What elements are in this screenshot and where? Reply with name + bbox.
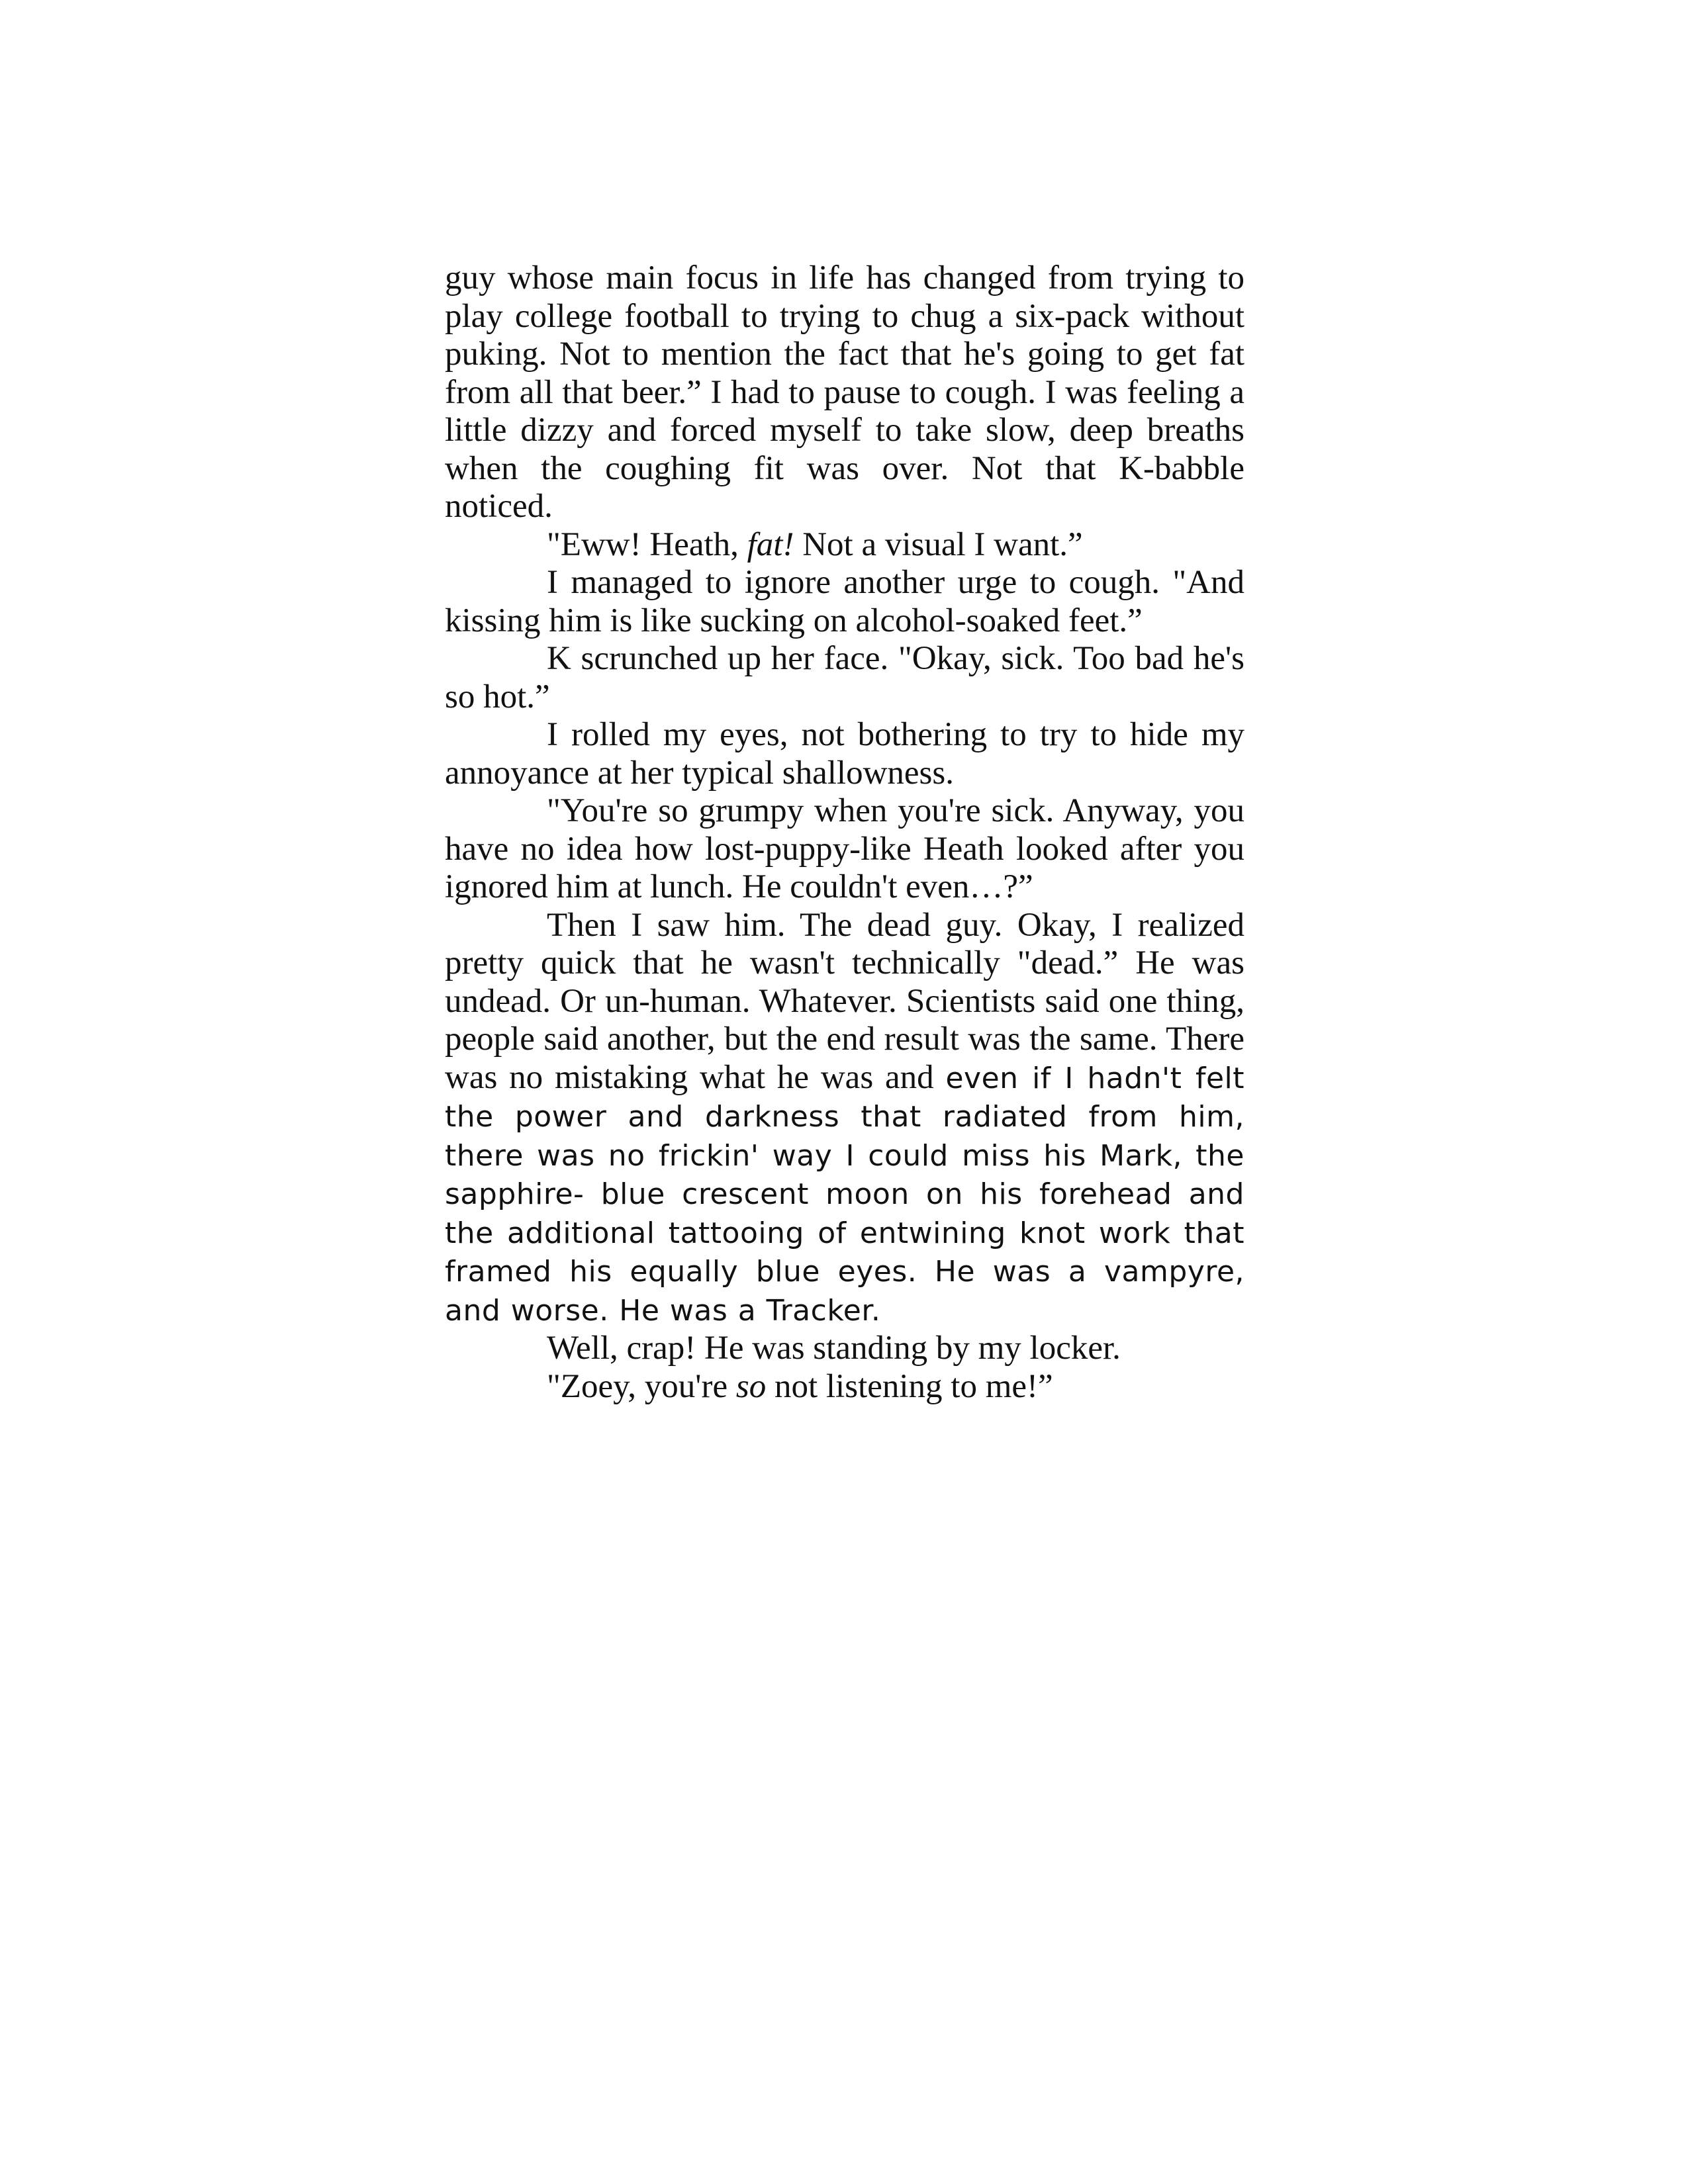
paragraph-7-serif-text: Then I saw him. The dead guy. Okay, I realized pretty quick that he wasn't technically "dead.” He was undead. Or un-human. Whatever. Scientists said one thing, people said another, but the end result was the same. There was no mistaking what he was and [445, 906, 1244, 1096]
paragraph-5: I rolled my eyes, not bothering to try to hide my annoyance at her typical shallowness. [445, 716, 1244, 792]
paragraph-2-text-b: Not a visual I want.” [794, 525, 1083, 563]
paragraph-7-sans-text: even if I hadn't felt the power and darkness that radiated from him, there was no frickin' way I could miss his Mark, the sapphire- blue crescent moon on his forehead and the additional tattooing of entwining knot work that framed his equally blue eyes. He was a vampyre, and worse. He was a Tracker. [445, 1061, 1244, 1328]
paragraph-4: K scrunched up her face. "Okay, sick. Too bad he's so hot.” [445, 640, 1244, 715]
paragraph-9-text-a: "Zoey, you're [547, 1367, 736, 1405]
paragraph-9-emphasis: so [735, 1367, 767, 1405]
paragraph-9-text-b: not listening to me!” [766, 1367, 1053, 1405]
paragraph-8: Well, crap! He was standing by my locker. [547, 1330, 1121, 1367]
paragraph-2-text-a: "Eww! Heath, [547, 525, 747, 563]
paragraph-7 [445, 907, 1244, 1330]
paragraph-3: I managed to ignore another urge to cough. "And kissing him is like sucking on alcohol-soaked feet.” [445, 564, 1244, 639]
body-text [445, 259, 1244, 1406]
paragraph-6: "You're so grumpy when you're sick. Anyway, you have no idea how lost-puppy-like Heath looked after you ignored him at lunch. He couldn't even…?” [445, 792, 1244, 905]
paragraph-9 [445, 1368, 1244, 1406]
paragraph-2 [445, 526, 1244, 565]
paragraph-1: guy whose main focus in life has changed from trying to play college football to trying to chug a six-pack without puking. Not to mention the fact that he's going to get fat from all that beer.” I had to pause to cough. I was feeling a little dizzy and forced myself to take slow, deep breaths when the coughing fit was over. Not that K-babble noticed. [445, 259, 1244, 525]
paragraph-2-emphasis: fat! [747, 525, 794, 563]
